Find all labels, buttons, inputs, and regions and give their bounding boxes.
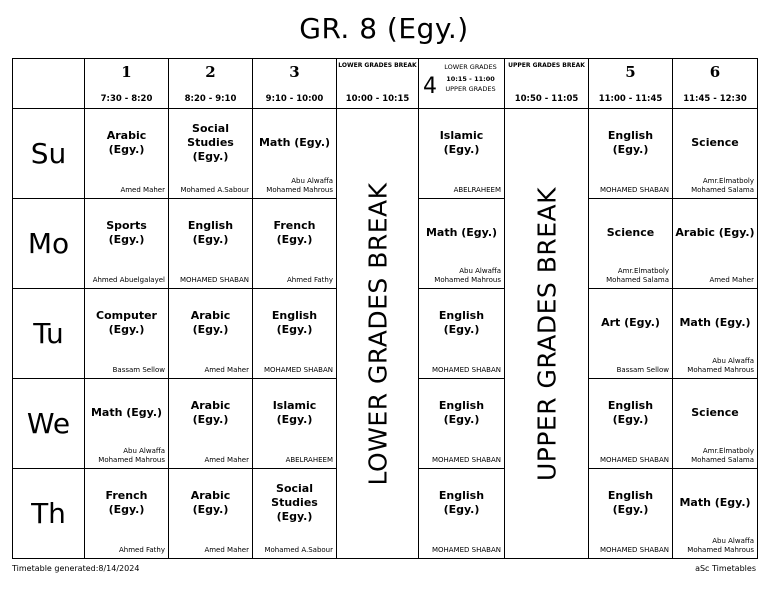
day-cell <box>13 199 85 289</box>
day-cell <box>13 289 85 379</box>
subject-name: Arabic (Egy.) <box>675 225 755 239</box>
subject-name: Social Studies (Egy.) <box>271 481 318 523</box>
lesson-cell <box>85 469 169 559</box>
subject-name: English (Egy.) <box>438 398 485 426</box>
period-header <box>673 59 758 109</box>
lesson-cell <box>169 469 253 559</box>
teacher-name: Amed Maher <box>204 366 249 374</box>
period-time: 11:45 - 12:30 <box>683 94 747 104</box>
teacher-name: Ahmed Abuelgalayel <box>92 276 165 284</box>
break-label: UPPER GRADES BREAK <box>508 62 585 69</box>
teacher-name: MOHAMED SHABAN <box>431 366 501 374</box>
lesson-cell <box>589 379 673 469</box>
teacher-name: Amed Maher <box>204 456 249 464</box>
period-header <box>169 59 253 109</box>
subject-name: Social Studies (Egy.) <box>187 121 234 163</box>
subject-name: Arabic (Egy.) <box>190 308 231 336</box>
timetable <box>12 58 758 559</box>
subject-name: Math (Egy.) <box>425 225 498 239</box>
subject-name: Math (Egy.) <box>679 495 751 509</box>
period-time: 8:20 - 9:10 <box>184 94 237 104</box>
lesson-cell <box>419 469 505 559</box>
lesson-cell <box>169 199 253 289</box>
day-name: Su <box>30 137 67 170</box>
subject-name: English (Egy.) <box>187 218 234 246</box>
subject-name: Sports (Egy.) <box>106 218 147 246</box>
teacher-name: MOHAMED SHABAN <box>599 546 669 554</box>
subject-name: Arabic (Egy.) <box>106 128 147 156</box>
lesson-cell <box>673 469 758 559</box>
teacher-name: ABELRAHEEM <box>453 186 501 194</box>
subject-name: Math (Egy.) <box>90 405 163 419</box>
lesson-cell <box>85 289 169 379</box>
subject-name: Art (Egy.) <box>601 315 660 329</box>
lesson-cell <box>589 109 673 199</box>
day-cell <box>13 469 85 559</box>
teacher-name: Bassam Sellow <box>112 366 165 374</box>
lesson-cell <box>673 289 758 379</box>
header-row <box>13 59 758 109</box>
lesson-cell <box>589 199 673 289</box>
lesson-cell <box>85 109 169 199</box>
subject-name: Islamic (Egy.) <box>272 398 317 426</box>
teacher-name: Amr.Elmatboly Mohamed Salama <box>691 177 754 194</box>
teacher-name: Ahmed Fathy <box>286 276 333 284</box>
lower-break-label: LOWER GRADES BREAK <box>363 181 392 486</box>
lesson-cell <box>419 199 505 289</box>
day-row <box>13 109 758 199</box>
break-header <box>505 59 589 109</box>
lesson-cell <box>419 289 505 379</box>
lesson-cell <box>673 109 758 199</box>
teacher-name: MOHAMED SHABAN <box>263 366 333 374</box>
teacher-name: Abu Alwaffa Mohamed Mahrous <box>98 447 165 464</box>
subject-name: Science <box>691 405 739 419</box>
lower-break-column <box>337 109 419 559</box>
day-name: We <box>26 407 71 440</box>
page-title: GR. 8 (Egy.) <box>299 12 469 45</box>
lesson-cell <box>169 379 253 469</box>
day-cell <box>13 379 85 469</box>
period-number: 2 <box>205 63 216 81</box>
teacher-name: MOHAMED SHABAN <box>431 456 501 464</box>
lesson-cell <box>253 199 337 289</box>
lesson-cell <box>169 289 253 379</box>
period-header <box>85 59 169 109</box>
teacher-name: ABELRAHEEM <box>285 456 333 464</box>
day-name: Mo <box>27 227 70 260</box>
subject-name: Islamic (Egy.) <box>439 128 484 156</box>
teacher-name: Mohamed A.Sabour <box>264 546 333 554</box>
period-number: 6 <box>709 63 721 81</box>
subject-name: English (Egy.) <box>607 128 654 156</box>
period-number: 4 <box>423 74 437 99</box>
teacher-name: MOHAMED SHABAN <box>431 546 501 554</box>
teacher-name: Amed Maher <box>709 276 754 284</box>
subject-name: English (Egy.) <box>438 488 485 516</box>
teacher-name: Abu Alwaffa Mohamed Mahrous <box>687 357 754 374</box>
software-credit: aSc Timetables <box>695 564 756 573</box>
subject-name: French (Egy.) <box>273 218 316 246</box>
teacher-name: MOHAMED SHABAN <box>179 276 249 284</box>
period-header <box>253 59 337 109</box>
day-name: Tu <box>33 317 64 350</box>
subject-name: Computer (Egy.) <box>96 308 157 336</box>
period-number: 3 <box>289 63 300 81</box>
lesson-cell <box>419 109 505 199</box>
teacher-name: MOHAMED SHABAN <box>599 456 669 464</box>
period-number: 5 <box>625 63 636 81</box>
subject-name: Arabic (Egy.) <box>190 398 231 426</box>
lesson-cell <box>673 379 758 469</box>
period-time: 7:30 - 8:20 <box>100 94 153 104</box>
period-header <box>589 59 673 109</box>
teacher-name: MOHAMED SHABAN <box>599 186 669 194</box>
teacher-name: Abu Alwaffa Mohamed Mahrous <box>687 537 754 554</box>
upper-break-label: UPPER GRADES BREAK <box>532 186 561 481</box>
period-header <box>419 59 505 109</box>
subject-name: French (Egy.) <box>105 488 148 516</box>
subject-name: English (Egy.) <box>271 308 318 336</box>
teacher-name: Amed Maher <box>204 546 249 554</box>
lesson-cell <box>169 109 253 199</box>
teacher-name: Amr.Elmatboly Mohamed Salama <box>606 267 669 284</box>
period-time: 9:10 - 10:00 <box>265 94 324 104</box>
lesson-cell <box>85 379 169 469</box>
subject-name: English (Egy.) <box>607 488 654 516</box>
teacher-name: Amed Maher <box>120 186 165 194</box>
subject-name: Math (Egy.) <box>258 135 331 149</box>
lesson-cell <box>419 379 505 469</box>
subject-name: Science <box>606 225 655 239</box>
lesson-cell <box>589 469 673 559</box>
lesson-cell <box>589 289 673 379</box>
teacher-name: Abu Alwaffa Mohamed Mahrous <box>266 177 333 194</box>
period-time: 10:00 - 10:15 <box>345 94 410 104</box>
subject-name: Science <box>691 135 739 149</box>
period-time: 11:00 - 11:45 <box>598 94 663 104</box>
teacher-name: Abu Alwaffa Mohamed Mahrous <box>434 267 501 284</box>
subject-name: English (Egy.) <box>607 398 654 426</box>
teacher-name: Bassam Sellow <box>616 366 669 374</box>
lesson-cell <box>85 199 169 289</box>
period-note: LOWER GRADES <box>444 63 497 71</box>
period-number: 1 <box>121 63 132 81</box>
subject-name: Arabic (Egy.) <box>190 488 231 516</box>
teacher-name: Ahmed Fathy <box>118 546 165 554</box>
generated-note: Timetable generated:8/14/2024 <box>12 564 140 573</box>
upper-break-column <box>505 109 589 559</box>
lesson-cell <box>253 289 337 379</box>
period-time: 10:50 - 11:05 <box>514 94 579 104</box>
period-time: 10:15 - 11:00 <box>446 75 495 83</box>
subject-name: English (Egy.) <box>438 308 485 336</box>
corner-cell <box>13 59 85 109</box>
teacher-name: Mohamed A.Sabour <box>180 186 249 194</box>
lesson-cell <box>253 469 337 559</box>
break-header <box>337 59 419 109</box>
day-name: Th <box>31 497 66 530</box>
subject-name: Math (Egy.) <box>679 315 751 329</box>
lesson-cell <box>253 379 337 469</box>
break-label: LOWER GRADES BREAK <box>338 62 417 69</box>
lesson-cell <box>253 109 337 199</box>
lesson-cell <box>673 199 758 289</box>
teacher-name: Amr.Elmatboly Mohamed Salama <box>691 447 754 464</box>
period-note: UPPER GRADES <box>445 85 496 93</box>
day-cell <box>13 109 85 199</box>
